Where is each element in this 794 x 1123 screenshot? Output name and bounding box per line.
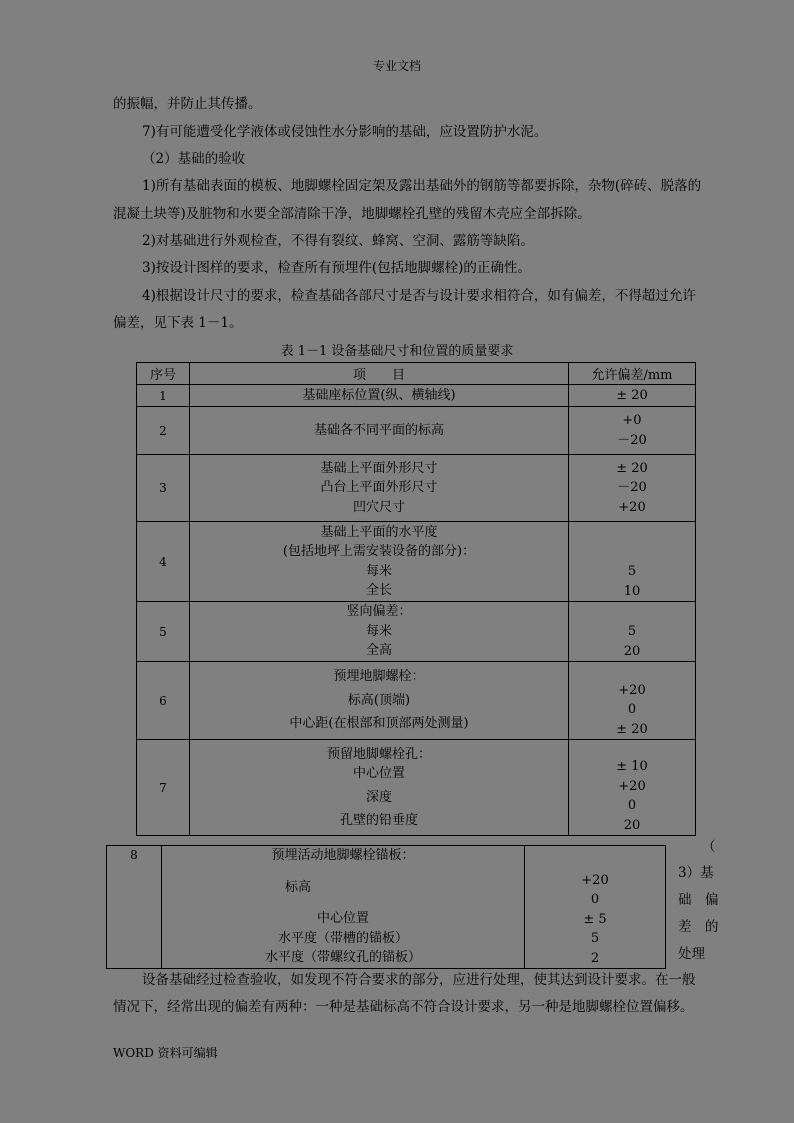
tol-line: 0 bbox=[627, 702, 637, 717]
tol-line: ± 20 bbox=[616, 721, 648, 737]
row-items bbox=[190, 662, 569, 740]
page-header: 专业文档 bbox=[372, 59, 421, 73]
row-tolerance bbox=[569, 602, 696, 662]
tol-line: 20 bbox=[623, 643, 641, 659]
row-item-line: 水平度（带螺纹孔的锚板） bbox=[264, 950, 421, 965]
paragraph-line: 1)所有基础表面的模板、地脚螺栓固定架及露出基础外的钢筋等都要拆除，杂物(碎砖、脱落的 bbox=[142, 178, 702, 194]
row-item-line: 标高 bbox=[284, 879, 311, 895]
row-item-line: 孔壁的铅垂度 bbox=[339, 813, 418, 828]
row-item-line: 全高 bbox=[365, 643, 392, 659]
side-text-line: 处理 bbox=[678, 946, 705, 962]
tol-line: 0 bbox=[590, 892, 600, 907]
table-row bbox=[137, 602, 696, 662]
row-items bbox=[190, 740, 569, 836]
tol-line: 0 bbox=[627, 798, 637, 813]
row-tolerance bbox=[569, 662, 696, 740]
row-no: 2 bbox=[137, 407, 190, 455]
row-item-line: 中心位置 bbox=[352, 766, 405, 781]
row-item-line: 水平度（带槽的锚板） bbox=[277, 930, 408, 946]
row-tolerance bbox=[569, 385, 696, 407]
row-item-line: 中心位置 bbox=[316, 911, 369, 926]
page-footer: WORD 资料可编辑 bbox=[113, 1046, 218, 1060]
table-row bbox=[137, 662, 696, 740]
row-item-line: 预留地脚螺栓孔： bbox=[326, 746, 431, 762]
side-text-line: （ bbox=[702, 839, 716, 855]
tol-line: 5 bbox=[590, 931, 600, 946]
row-no: 4 bbox=[137, 522, 190, 602]
row-tolerance bbox=[569, 522, 696, 602]
row-item-line: 全长 bbox=[365, 583, 392, 598]
row-item-line: (包括地坪上需安装设备的部分)： bbox=[282, 544, 476, 559]
row-item-line: 基础座标位置(纵、横轴线) bbox=[302, 387, 456, 403]
row-no: 7 bbox=[137, 740, 190, 836]
row-item-line: 中心距(在根部和顶部两处测量) bbox=[289, 716, 469, 732]
row-no: 1 bbox=[137, 385, 190, 407]
row-no: 6 bbox=[137, 662, 190, 740]
side-text-line: 3）基 bbox=[678, 865, 714, 881]
row-item-line: 每米 bbox=[365, 623, 392, 639]
row-item-line: 基础上平面外形尺寸 bbox=[320, 460, 438, 476]
tol-line: －20 bbox=[617, 480, 647, 496]
tol-line: 2 bbox=[590, 950, 600, 966]
paragraph-line: 7)有可能遭受化学液体或侵蚀性水分影响的基础，应设置防护水泥。 bbox=[142, 124, 548, 140]
table-row bbox=[137, 522, 696, 602]
paragraph-line: 混凝土块等)及脏物和水要全部清除干净，地脚螺栓孔壁的残留木壳应全部拆除。 bbox=[113, 206, 591, 222]
tol-line: +20 bbox=[618, 499, 646, 515]
row-item-line: 基础各不同平面的标高 bbox=[313, 422, 444, 438]
tol-line: 5 bbox=[627, 564, 637, 579]
tol-line: +20 bbox=[581, 872, 609, 888]
row-items bbox=[190, 602, 569, 662]
row-items bbox=[190, 385, 569, 407]
row-item-line: 预埋活动地脚螺栓锚板： bbox=[271, 848, 415, 863]
header-item: 项 目 bbox=[190, 363, 569, 385]
paragraph-line: 3)按设计图样的要求，检查所有预埋件(包括地脚螺栓)的正确性。 bbox=[142, 260, 531, 276]
paragraph-line: 偏差，见下表 1－1。 bbox=[113, 315, 243, 331]
table-row bbox=[137, 407, 696, 455]
table-row bbox=[137, 740, 696, 836]
paragraph-line: 2)对基础进行外观检查，不得有裂纹、蜂窝、空洞、露筋等缺陷。 bbox=[142, 233, 534, 249]
table-row bbox=[137, 385, 696, 407]
table-row bbox=[107, 846, 666, 969]
paragraph-line: 4)根据设计尺寸的要求，检查基础各部尺寸是否与设计要求相符合，如有偏差，不得超过允许 bbox=[142, 288, 696, 304]
tol-line: ± 10 bbox=[616, 759, 648, 774]
row-item-line: 深度 bbox=[365, 789, 392, 805]
row-tolerance bbox=[569, 407, 696, 455]
row-tolerance bbox=[569, 455, 696, 522]
row-items bbox=[190, 455, 569, 522]
table-caption: 表 1－1 设备基础尺寸和位置的质量要求 bbox=[280, 344, 514, 359]
row-item-line: 凸台上平面外形尺寸 bbox=[320, 480, 438, 496]
quality-table bbox=[136, 362, 696, 836]
row-item-line: 竖向偏差： bbox=[346, 604, 412, 620]
tol-line: +20 bbox=[618, 778, 646, 794]
row-item-line: 标高(顶端) bbox=[347, 692, 411, 708]
tol-line: ± 20 bbox=[616, 387, 648, 403]
row-items bbox=[190, 522, 569, 602]
tol-line: －20 bbox=[617, 432, 647, 448]
tol-line: 10 bbox=[623, 583, 641, 599]
header-tolerance: 允许偏差/mm bbox=[569, 363, 696, 385]
table-header-row bbox=[137, 363, 696, 385]
row-items bbox=[162, 846, 525, 969]
row-no: 3 bbox=[137, 455, 190, 522]
row-item-line: 凹穴尺寸 bbox=[352, 499, 405, 515]
row-tolerance bbox=[525, 846, 666, 969]
quality-table-continued bbox=[106, 845, 666, 969]
header-no: 序号 bbox=[137, 363, 190, 385]
section-heading: （2）基础的验收 bbox=[142, 151, 246, 167]
side-text-line: 差 的 bbox=[678, 919, 719, 935]
row-item-line: 基础上平面的水平度 bbox=[320, 524, 438, 540]
paragraph-line: 情况下，经常出现的偏差有两种：一种是基础标高不符合设计要求，另一种是地脚螺栓位置偏移。 bbox=[113, 999, 694, 1015]
tol-line: +20 bbox=[618, 682, 646, 698]
row-item-line: 每米 bbox=[365, 563, 392, 579]
row-item-line: 预埋地脚螺栓： bbox=[333, 669, 425, 685]
row-items bbox=[190, 407, 569, 455]
side-text-line: 础 偏 bbox=[678, 892, 719, 908]
row-tolerance bbox=[569, 740, 696, 836]
table-row bbox=[137, 455, 696, 522]
paragraph-line: 设备基础经过检查验收，如发现不符合要求的部分，应进行处理，使其达到设计要求。在一般 bbox=[142, 972, 696, 988]
tol-line: ± 20 bbox=[616, 460, 648, 476]
tol-line: 5 bbox=[627, 624, 637, 639]
tol-line: +0 bbox=[622, 413, 642, 428]
paragraph-line: 的振幅，并防止其传播。 bbox=[113, 96, 262, 112]
tol-line: 20 bbox=[623, 817, 641, 833]
row-no: 5 bbox=[137, 602, 190, 662]
tol-line: ± 5 bbox=[583, 911, 607, 927]
row-no: 8 bbox=[107, 846, 162, 969]
